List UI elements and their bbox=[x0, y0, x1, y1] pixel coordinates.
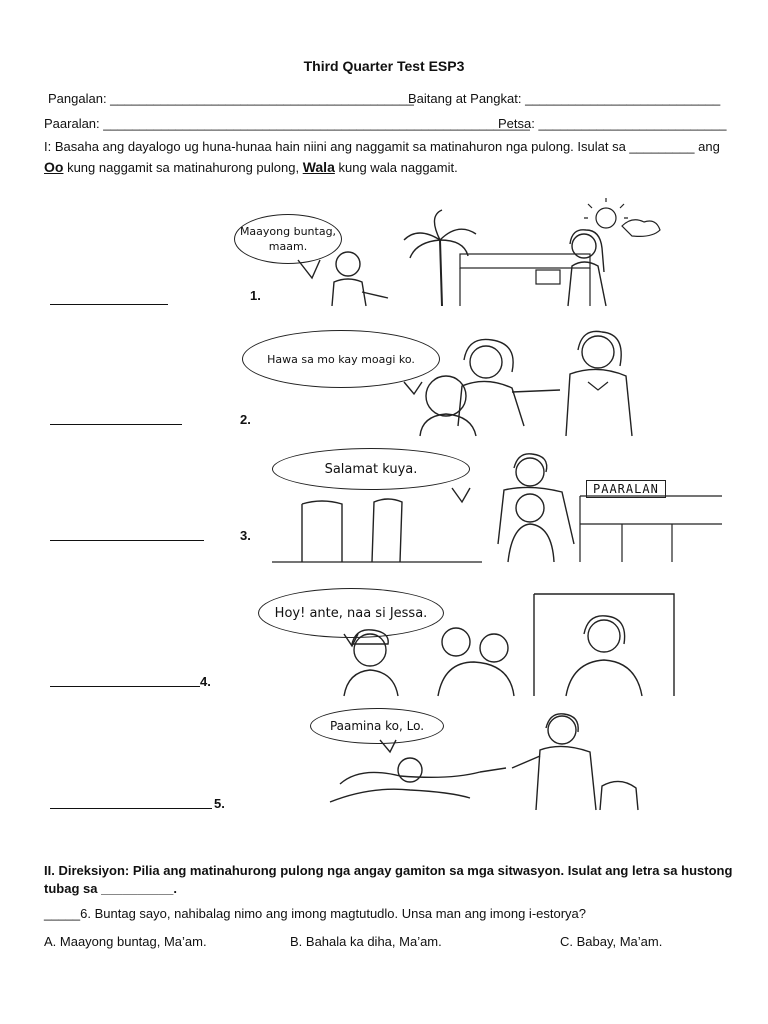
answer-blank-5[interactable] bbox=[50, 808, 212, 809]
speech-bubble-5: Paamina ko, Lo. bbox=[310, 708, 444, 744]
answer-blank-4[interactable] bbox=[50, 686, 200, 687]
date-field[interactable]: Petsa: __________________________ bbox=[498, 116, 727, 131]
scene-4-drawing bbox=[248, 584, 688, 696]
item-number-1: 1. bbox=[250, 288, 261, 303]
scene-3-drawing bbox=[262, 444, 722, 566]
name-field[interactable]: Pangalan: __________________________________________ bbox=[48, 91, 414, 106]
instruction-end: kung wala naggamit. bbox=[338, 160, 458, 175]
speech-bubble-4: Hoy! ante, naa si Jessa. bbox=[258, 588, 444, 638]
option-b[interactable]: B. Bahala ka diha, Ma’am. bbox=[290, 934, 442, 949]
instruction-mid: kung naggamit sa matinahurong pulong, bbox=[67, 160, 300, 175]
answer-blank-1[interactable] bbox=[50, 304, 168, 305]
item-number-2: 2. bbox=[240, 412, 251, 427]
school-field[interactable]: Paaralan: ___________________________________________________________ bbox=[44, 116, 530, 131]
question-6[interactable]: _____6. Buntag sayo, nahibalag nimo ang imong magtutudlo. Unsa man ang imong i-estorya? bbox=[44, 906, 587, 921]
wala-keyword: Wala bbox=[302, 159, 335, 175]
answer-blank-3[interactable] bbox=[50, 540, 204, 541]
item-number-3: 3. bbox=[240, 528, 251, 543]
item-number-5: 5. bbox=[214, 796, 225, 811]
illustration-1 bbox=[228, 196, 678, 308]
option-c[interactable]: C. Babay, Ma’am. bbox=[560, 934, 663, 949]
illustration-4 bbox=[248, 584, 688, 696]
item-number-4: 4. bbox=[200, 674, 211, 689]
school-sign: PAARALAN bbox=[586, 480, 666, 498]
part1-instruction bbox=[44, 137, 724, 178]
page-title: Third Quarter Test ESP3 bbox=[303, 58, 465, 74]
part2-instruction: II. Direksiyon: Pilia ang matinahurong pulong nga angay gamiton sa mga sitwasyon. Isulat ang letra sa hustong tubag sa __________. bbox=[44, 863, 733, 896]
option-a[interactable]: A. Maayong buntag, Ma’am. bbox=[44, 934, 207, 949]
scene-2-drawing bbox=[236, 326, 676, 438]
illustration-2 bbox=[236, 326, 676, 438]
answer-blank-2[interactable] bbox=[50, 424, 182, 425]
speech-bubble-3: Salamat kuya. bbox=[272, 448, 470, 490]
oo-keyword: Oo bbox=[44, 159, 64, 175]
speech-bubble-1: Maayong buntag, maam. bbox=[234, 214, 342, 264]
instruction-text: I: Basaha ang dayalogo ug huna-hunaa hain niini ang naggamit sa matinahuron nga pulong. Isulat sa _________ ang bbox=[44, 139, 720, 154]
grade-section-field[interactable]: Baitang at Pangkat: ___________________________ bbox=[408, 91, 721, 106]
scene-1-drawing bbox=[228, 196, 678, 308]
scene-5-drawing bbox=[300, 706, 690, 816]
illustration-3 bbox=[262, 444, 722, 566]
speech-bubble-2: Hawa sa mo kay moagi ko. bbox=[242, 330, 440, 388]
illustration-5 bbox=[300, 706, 690, 816]
